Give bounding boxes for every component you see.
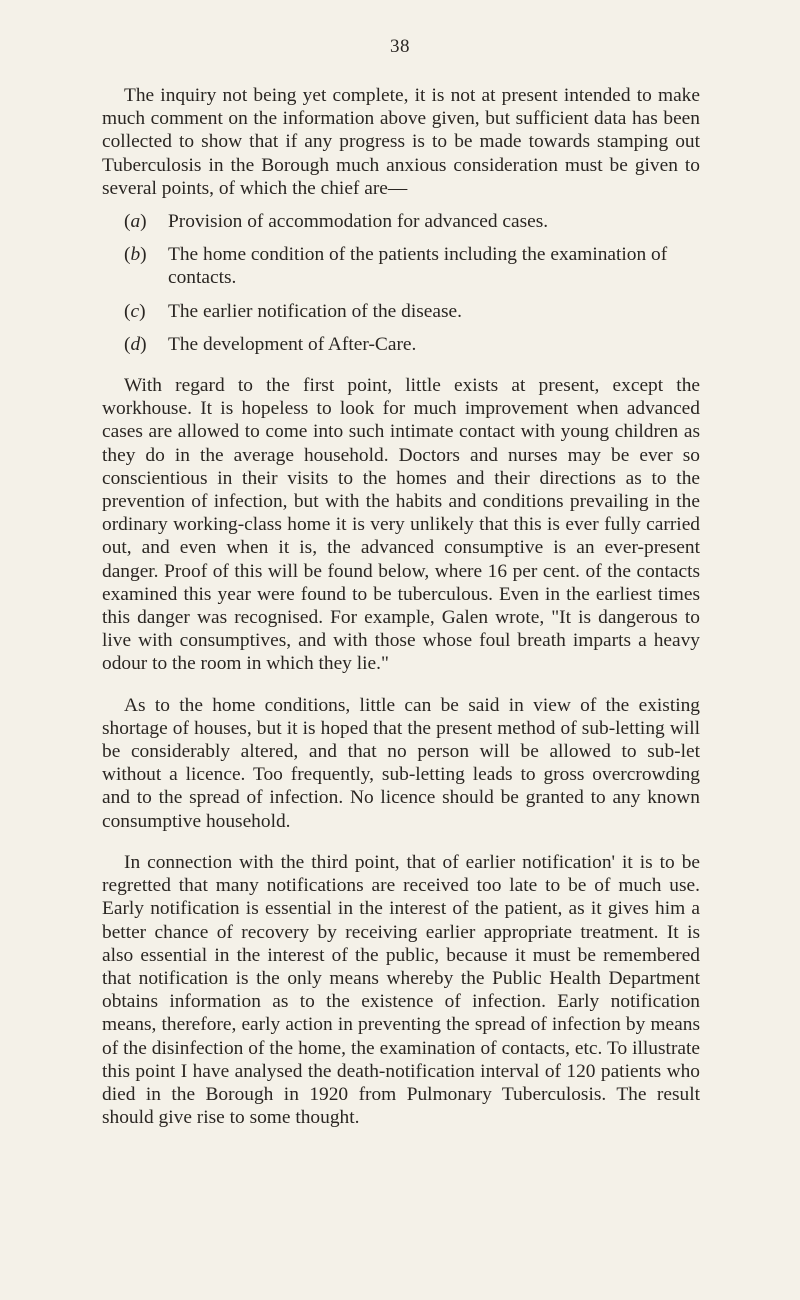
list-item-b (102, 243, 700, 289)
list-marker: (a) (124, 211, 147, 233)
page-number: 38 (390, 36, 410, 57)
list-item-text: The earlier notification of the disease. (168, 300, 462, 322)
list-marker: (b) (124, 244, 147, 266)
intro-paragraph: The inquiry not being yet complete, it is not at present intended to make much comment on the information above given, but sufficient data has been collected to show that if any progress is to be made towards stamping out Tuberculosis in the Borough much anxious consideration must be given to several points, of which the chief are— (102, 85, 700, 199)
body-paragraph-notification: In connection with the third point, that of earlier notification' it is to be regretted that many notifications are received too late to be of much use. Early notification is essential in the interest of the patient, as it gives him a better chance of recovery by receiving earlier appropriate treatment. It is also essential in the interest of the public, because it must be remembered that notification is the only means whereby the Public Health Department obtains information as to the existence of infection. Early notification means, therefore, early action in preventing the spread of infection by means of the disinfection of the home, the examination of contacts, etc. To illustrate this point I have analysed the death-notification interval of 120 patients who died in the Borough in 1920 from Pulmonary Tuberculosis. The result should give rise to some thought. (102, 851, 700, 1129)
list-item-c (102, 300, 700, 323)
list-item-text: Provision of accommodation for advanced cases. (168, 211, 549, 233)
list-item-a (102, 210, 700, 233)
list-item-d (102, 333, 700, 356)
list-item-text: The home condition of the patients including the examination of contacts. (168, 244, 668, 289)
list-item-text: The development of After-Care. (168, 333, 417, 355)
text-body (102, 84, 700, 1129)
body-paragraph-home-conditions: As to the home conditions, little can be said in view of the existing shortage of houses, but it is hoped that the present method of sub-letting will be considerably altered, and that no person will be allowed to sub-let without a licence. Too frequently, sub-letting leads to gross overcrowding and to the spread of infection. No licence should be granted to any known consumptive household. (102, 694, 700, 832)
body-paragraph-first-point: With regard to the first point, little exists at present, except the workhouse. It is hopeless to look for much improvement when advanced cases are allowed to come into such intimate contact with young children as they do in the average household. Doctors and nurses may be ever so conscientious in their visits to the homes and their directions as to the prevention of infection, but with the habits and conditions prevailing in the ordinary working-class home it is very unlikely that this is ever fully carried out, and even when it is, the advanced consumptive is an ever-present danger. Proof of this will be found below, where 16 per cent. of the contacts examined this year were found to be tuberculous. Even in the earliest times this danger was recognised. For example, Galen wrote, "It is dangerous to live with consumptives, and with those whose foul breath imparts a heavy odour to the room in which they lie." (102, 375, 700, 675)
points-list (102, 210, 700, 356)
list-marker: (c) (124, 300, 146, 322)
list-marker: (d) (124, 333, 147, 355)
